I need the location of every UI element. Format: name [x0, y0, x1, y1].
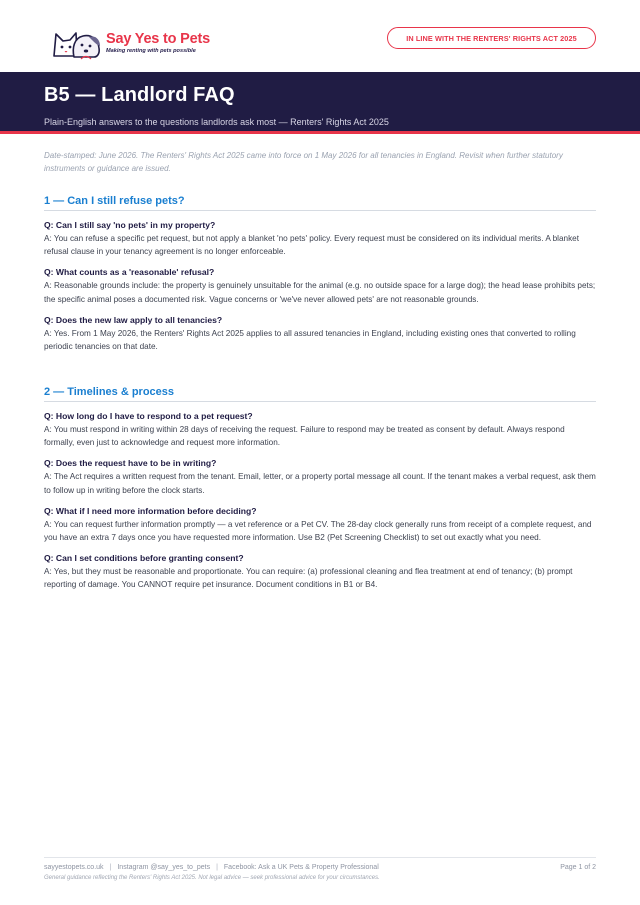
section-timelines-process — [44, 386, 596, 592]
date-stamp-note: Date-stamped: June 2026. The Renters' Rights Act 2025 came into force on 1 May 2026 for all tenancies in England. Revisit when further statutory instruments or guidance are issued. — [44, 151, 563, 173]
brand-name: Say Yes to Pets — [106, 31, 210, 47]
section-heading: 1 — Can I still refuse pets? — [44, 195, 596, 211]
faq-question: Q: How long do I have to respond to a pet request? — [44, 411, 253, 421]
page-number: Page 1 of 2 — [560, 864, 596, 871]
footer-divider: | — [216, 864, 218, 871]
faq-question: Q: Does the new law apply to all tenancies? — [44, 314, 223, 325]
legal-disclaimer: General guidance reflecting the Renters' Rights Act 2025. Not legal advice — seek professional advice for your circumstances. — [44, 875, 380, 881]
top-bar — [0, 0, 640, 72]
page-footer — [44, 857, 596, 881]
faq-item — [44, 219, 596, 258]
title-banner — [0, 72, 640, 134]
faq-answer: A: Yes. From 1 May 2026, the Renters' Rights Act 2025 applies to all assured tenancies in England, including existing ones that converted to rolling periodic tenancies on that date. — [44, 328, 576, 352]
page-title: B5 — Landlord FAQ — [44, 84, 235, 106]
instagram-link[interactable]: Instagram @say_yes_to_pets — [117, 864, 211, 871]
faq-question: Q: Can I set conditions before granting consent? — [44, 553, 244, 564]
section-heading: 2 — Timelines & process — [44, 386, 596, 402]
website-link[interactable]: sayyestopets.co.uk — [44, 864, 104, 871]
faq-answer: A: Yes, but they must be reasonable and proportionate. You can require: (a) professional cleaning and flea treatment at end of tenancy; (b) prompt reporting of damage. You CANNOT require pet insurance. Document conditions in B1 or B4. — [44, 567, 573, 590]
faq-item — [44, 410, 596, 449]
faq-question: Q: What if I need more information before deciding? — [44, 505, 257, 516]
faq-item — [44, 314, 596, 353]
faq-question: Q: Does the request have to be in writing? — [44, 458, 217, 469]
faq-answer: A: You must respond in writing within 28 days of receiving the request. Failure to respond may be treated as consent by default. Always respond formally, even just to acknowledge and request more information. — [44, 425, 565, 448]
faq-item — [44, 457, 596, 496]
faq-answer: A: You can refuse a specific pet request, but not apply a blanket 'no pets' policy. Every request must be considered on its individual merits. A blanket refusal clause in your tenancy agreement is no longer enforceable. — [44, 234, 580, 257]
faq-item — [44, 505, 596, 544]
section-refusing-pets — [44, 195, 596, 353]
faq-answer: A: The Act requires a written request from the tenant. Email, letter, or a property portal message all count. If the tenant makes a verbal request, ask them to follow up in writing before the clock starts. — [44, 472, 596, 495]
faq-answer: A: You can request further information promptly — a vet reference or a Pet CV. The 28-day clock generally runs from receipt of a complete request, and you have an extra 7 days once you have requested more information. Use B2 (Pet Screening Checklist) to set out exactly what you need. — [44, 519, 592, 543]
compliance-badge: IN LINE WITH THE RENTERS' RIGHTS ACT 2025 — [387, 27, 596, 49]
cat-and-dog-logo-icon — [50, 26, 102, 60]
faq-question: Q: Can I still say 'no pets' in my property? — [44, 220, 216, 230]
faq-item — [44, 266, 596, 305]
faq-question: Q: What counts as a 'reasonable' refusal? — [44, 267, 215, 278]
facebook-link[interactable]: Facebook: Ask a UK Pets & Property Professional — [223, 864, 379, 871]
footer-divider: | — [109, 864, 112, 871]
faq-item — [44, 552, 596, 591]
faq-answer: A: Reasonable grounds include: the property is genuinely unsuitable for the animal (e.g. no outside space for a large dog); the head lease prohibits pets; the specific animal poses a documented risk. Vague concerns or 'we've never allowed pets' are not reasonable grounds. — [44, 281, 596, 304]
brand-logo[interactable] — [50, 26, 210, 60]
page-subtitle: Plain-English answers to the questions landlords ask most — Renters' Rights Act 2025 — [44, 117, 389, 127]
brand-tagline: Making renting with pets possible — [106, 48, 196, 54]
